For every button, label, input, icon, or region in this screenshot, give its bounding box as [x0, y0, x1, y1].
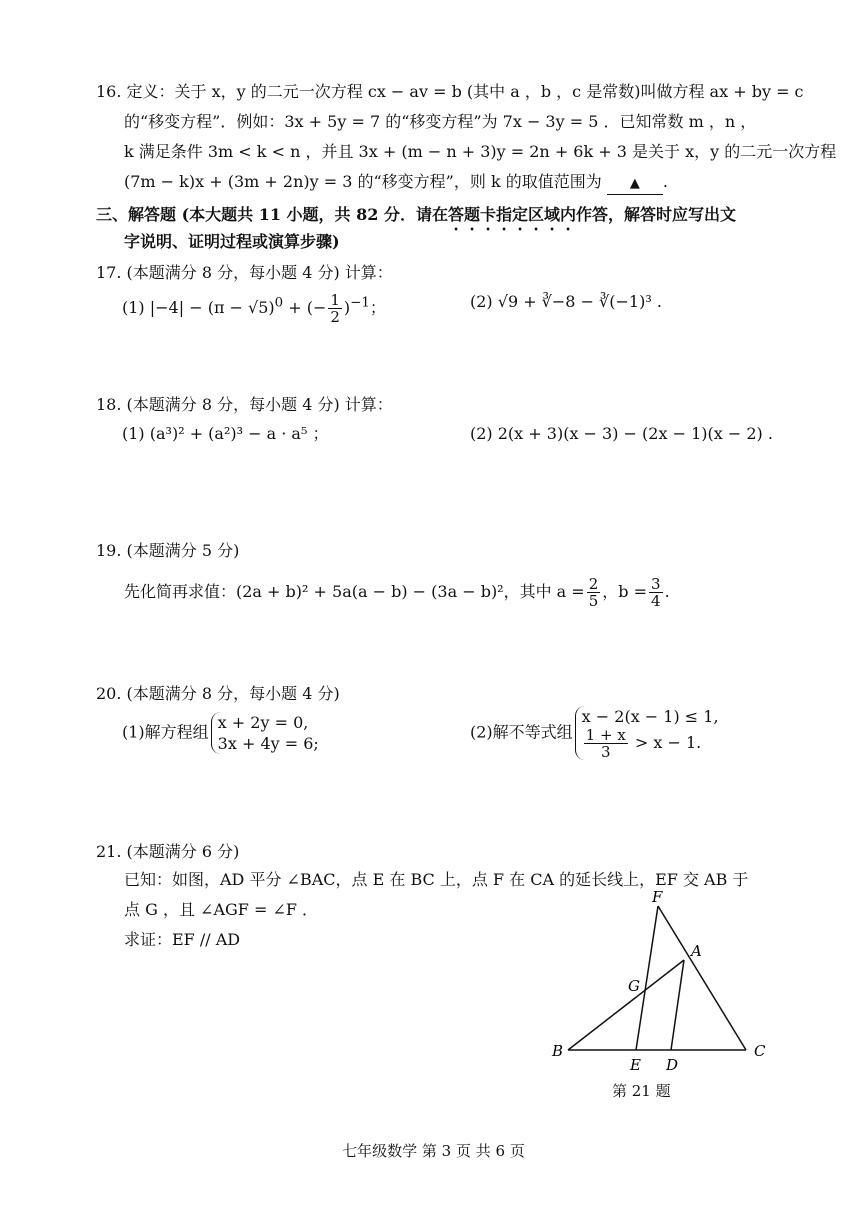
q21-line-3: 求证：EF // AD — [124, 930, 241, 949]
q19-a-fraction — [587, 576, 601, 609]
q20-eq-2: 3x + 4y = 6; — [217, 734, 319, 753]
q17-part-2: (2) √9 + ∛−8 − ∛(−1)³ . — [470, 292, 662, 311]
label-f: F — [652, 888, 663, 906]
q20-ineq-2 — [582, 727, 719, 760]
q17-half-den: 2 — [330, 308, 340, 326]
q20-ineq-fraction — [584, 727, 628, 760]
segment-ba — [568, 960, 684, 1050]
label-b: B — [552, 1042, 564, 1060]
q17-p1-a: (1) |−4| − (π − √5) — [122, 298, 275, 317]
q21-line-1: 已知：如图，AD 平分 ∠BAC，点 E 在 BC 上，点 F 在 CA 的延长线上，EF 交 AB 于 — [124, 870, 749, 889]
section-3-heading-line-2: 字说明、证明过程或演算步骤) — [124, 232, 340, 251]
q16-line-4-text: (7m − k)x + (3m + 2n)y = 3 的“移变方程”，则 k 的取值范围为 — [124, 172, 602, 191]
q16-line-4 — [124, 172, 668, 195]
label-c: C — [754, 1042, 766, 1060]
label-g: G — [628, 977, 640, 995]
q20-equation-system — [211, 712, 319, 754]
q19-body — [124, 576, 670, 609]
q19-b-den: 4 — [651, 592, 661, 610]
q18-part-2: (2) 2(x + 3)(x − 3) − (2x − 1)(x − 2) . — [470, 424, 773, 443]
q18-heading: 18. (本题满分 8 分，每小题 4 分) 计算： — [96, 395, 393, 414]
q19-mid: ，b = — [602, 582, 648, 601]
q19-expression: 先化简再求值：(2a + b)² + 5a(a − b) − (3a − b)²，其中 a = — [124, 582, 585, 601]
q19-b-fraction — [649, 576, 663, 609]
q18-part-1: (1) (a³)² + (a²)³ − a · a⁵ ； — [122, 424, 329, 443]
answer-blank: ▲ — [607, 174, 663, 195]
segment-fc — [658, 906, 746, 1050]
q20-part-2 — [470, 706, 719, 760]
figure-caption: 第 21 题 — [612, 1082, 671, 1100]
q20-ineq-1: x − 2(x − 1) ≤ 1, — [581, 707, 719, 726]
q21-heading: 21. (本题满分 6 分) — [96, 842, 240, 861]
q17-p1-sup: 0 — [274, 295, 284, 311]
q20-inequality-system — [575, 706, 719, 760]
q21-line-2: 点 G ，且 ∠AGF = ∠F ． — [124, 900, 319, 919]
q19-b-num: 3 — [651, 575, 661, 593]
q20-heading: 20. (本题满分 8 分，每小题 4 分) — [96, 684, 340, 703]
q16-line-2: 的“移变方程”．例如：3x + 5y = 7 的“移变方程”为 7x − 3y = 5 ．已知常数 m ，n ， — [124, 112, 757, 131]
section-3-emphasis: 答题卡指定区域内 — [447, 205, 576, 224]
q16-line-3: k 满足条件 3m < k < n ，并且 3x + (m − n + 3)y = 2n + 6k + 3 是关于 x，y 的二元一次方程 — [124, 142, 837, 161]
q20-ineq-num: 1 + x — [585, 726, 626, 744]
label-e: E — [630, 1056, 641, 1074]
q20-ineq-den: 3 — [600, 743, 611, 761]
section-3-heading-c: 作答，解答时应写出文 — [575, 205, 736, 224]
section-3-heading — [96, 205, 736, 234]
q17-heading: 17. (本题满分 8 分，每小题 4 分) 计算： — [96, 263, 393, 282]
q17-p1-d: ； — [369, 298, 386, 317]
q17-p1-sup2: −1 — [350, 295, 370, 311]
q20-ineq-rest: > x − 1. — [634, 733, 702, 752]
q20-part-1 — [122, 712, 319, 754]
q20-p1-label: (1)解方程组 — [122, 722, 209, 742]
label-d: D — [666, 1056, 679, 1074]
q19-heading: 19. (本题满分 5 分) — [96, 541, 240, 560]
geometry-figure — [548, 888, 778, 1110]
q17-p1-c: ) — [343, 298, 351, 317]
q19-a-num: 2 — [588, 575, 599, 593]
q19-end: . — [664, 582, 670, 601]
q17-part-1 — [122, 292, 386, 325]
q19-a-den: 5 — [588, 592, 599, 610]
q20-p2-label: (2)解不等式组 — [470, 722, 573, 742]
label-a: A — [691, 942, 702, 960]
page-footer: 七年级数学 第 3 页 共 6 页 — [342, 1142, 525, 1160]
q17-p1-b: + (− — [283, 298, 327, 317]
q20-eq-1: x + 2y = 0, — [217, 713, 309, 732]
section-3-heading-a: 三、解答题 (本大题共 11 小题，共 82 分．请在 — [96, 205, 448, 224]
q17-half-fraction — [328, 292, 342, 325]
segment-ad — [671, 960, 684, 1050]
q16-line-1: 16. 定义：关于 x，y 的二元一次方程 cx − av = b (其中 a ，b ，c 是常数)叫做方程 ax + by = c — [96, 82, 804, 101]
q16-end-period: . — [662, 172, 668, 191]
q17-half-num: 1 — [330, 291, 340, 309]
